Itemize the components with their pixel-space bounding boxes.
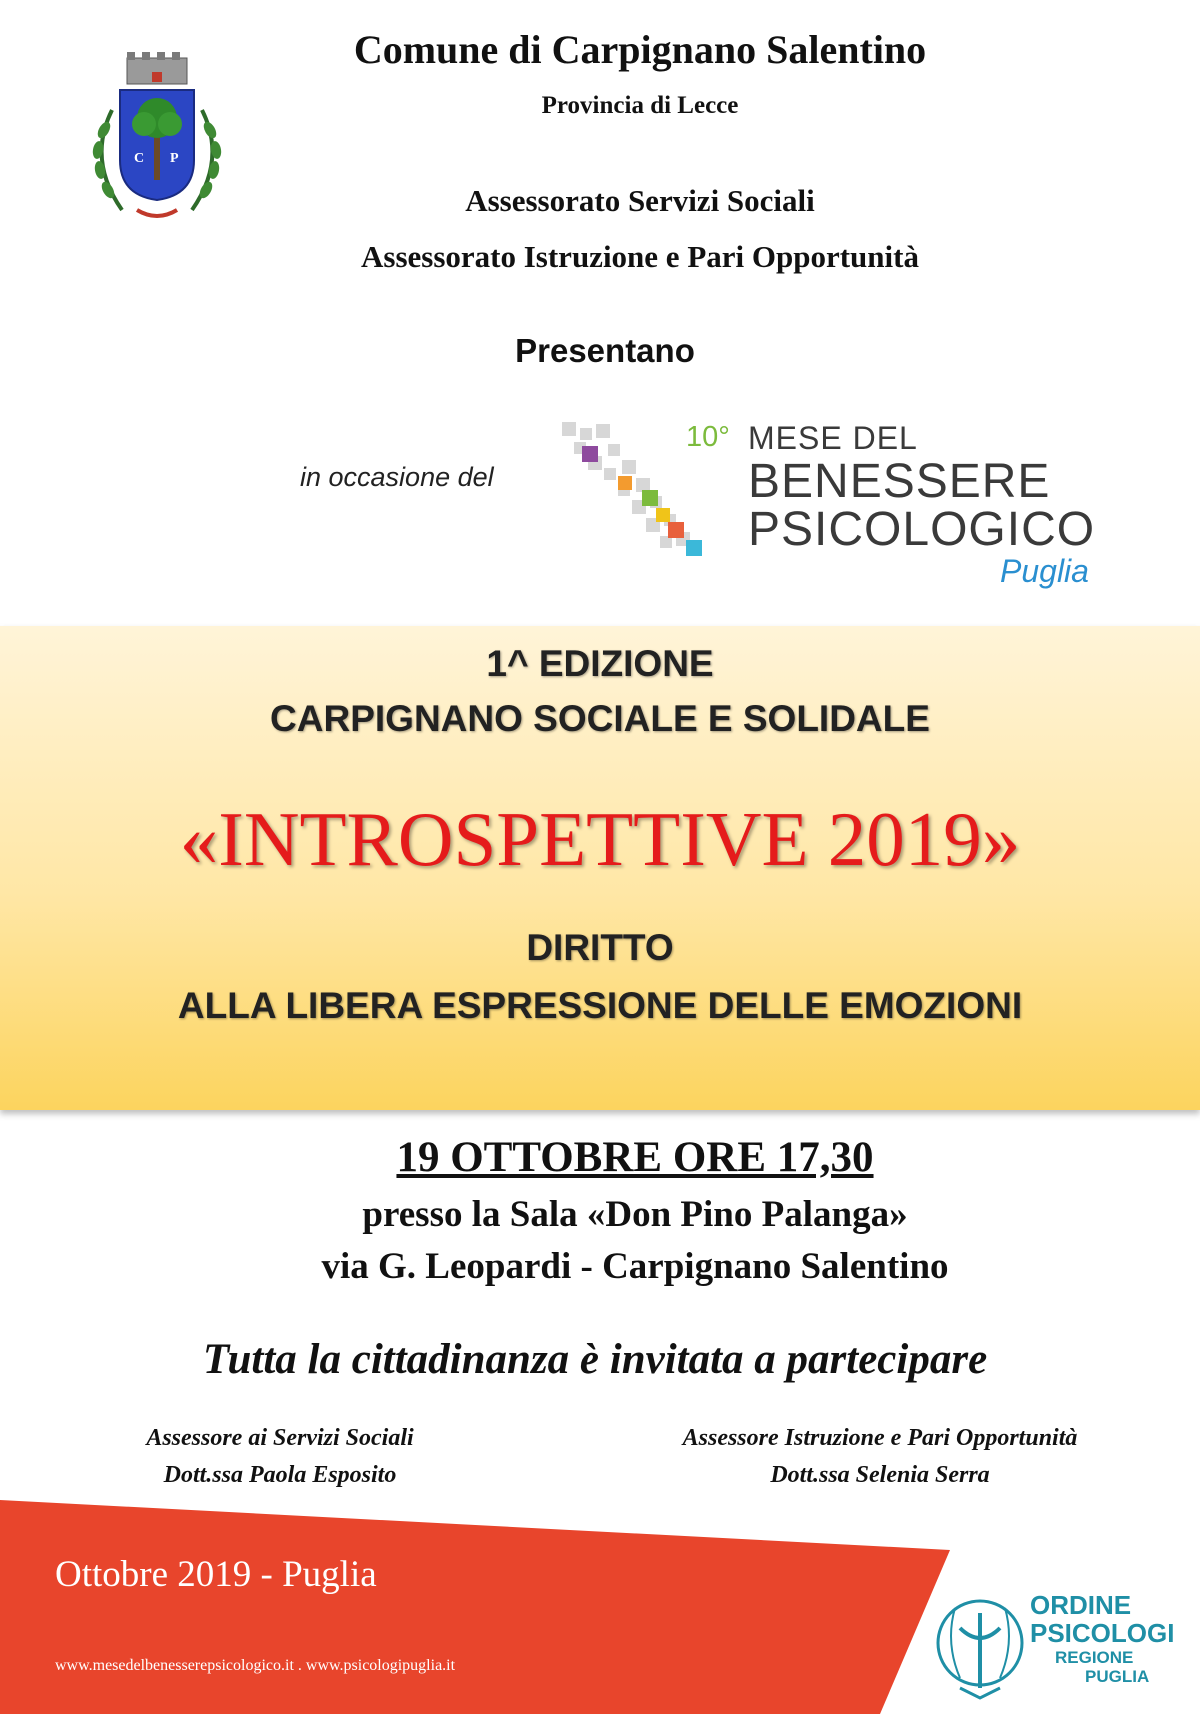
logo-line-benessere: BENESSERE (748, 455, 1051, 508)
svg-text:C: C (134, 151, 145, 166)
logo-edition-number: 10° (686, 421, 730, 453)
event-date: 19 OTTOBRE ORE 17,30 (396, 1134, 874, 1181)
psychologists-order-icon (925, 1588, 1035, 1708)
presents-label: Presentano (515, 332, 695, 369)
logo-region: Puglia (1000, 553, 1089, 589)
signature-1-role: Assessore ai Servizi Sociali (146, 1425, 414, 1451)
edition-label: 1^ EDIZIONE (486, 643, 714, 684)
occasion-intro: in occasione del (300, 462, 494, 492)
footer-red-band (0, 1500, 950, 1714)
order-logo-line-1: ORDINE (1030, 1590, 1132, 1620)
department-education: Assessorato Istruzione e Pari Opportunità (361, 239, 919, 274)
signature-2-name: Dott.ssa Selenia Serra (770, 1462, 990, 1488)
series-title: CARPIGNANO SOCIALE E SOLIDALE (270, 698, 930, 739)
invitation-text: Tutta la cittadinanza è invitata a partecipare (202, 1336, 988, 1383)
footer-websites: www.mesedelbenesserepsicologico.it . www.psicologipuglia.it (55, 1657, 456, 1674)
svg-text:P: P (170, 151, 179, 166)
logo-line-mese: MESE DEL (748, 420, 918, 456)
signature-1-name: Dott.ssa Paola Esposito (163, 1462, 397, 1488)
order-logo-line-3: REGIONE (1055, 1648, 1134, 1667)
venue-hall: presso la Sala «Don Pino Palanga» (362, 1194, 908, 1235)
province-label: Provincia di Lecce (541, 92, 739, 119)
municipal-crest-icon (82, 50, 232, 230)
signature-2-role: Assessore Istruzione e Pari Opportunità (682, 1425, 1078, 1451)
order-logo-line-4: PUGLIA (1085, 1667, 1150, 1686)
venue-address: via G. Leopardi - Carpignano Salentino (321, 1246, 949, 1287)
footer-date: Ottobre 2019 - Puglia (55, 1554, 377, 1595)
department-social-services: Assessorato Servizi Sociali (465, 183, 815, 218)
event-title: «INTROSPETTIVE 2019» (179, 796, 1021, 882)
theme-line-1: DIRITTO (526, 927, 674, 968)
order-logo-line-2: PSICOLOGI (1030, 1618, 1175, 1648)
theme-line-2: ALLA LIBERA ESPRESSIONE DELLE EMOZIONI (177, 985, 1023, 1026)
logo-line-psicologico: PSICOLOGICO (748, 503, 1096, 556)
organization-name: Comune di Carpignano Salentino (353, 27, 927, 72)
